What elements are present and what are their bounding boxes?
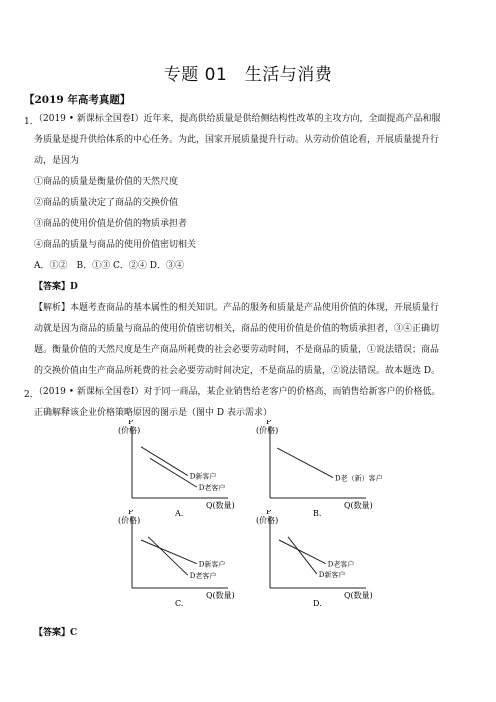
chart-c-svg bbox=[110, 510, 250, 610]
y-axis-label: P bbox=[266, 510, 272, 516]
q1-option-4: ④商品的质量与商品的使用价值密切相关 bbox=[34, 240, 197, 250]
q1-option-3: ③商品的使用价值是价值的物质承担者 bbox=[34, 219, 188, 229]
demand-curve-label: D老客户 bbox=[189, 572, 217, 581]
demand-curve-1 bbox=[279, 540, 326, 564]
y-axis-label: P bbox=[128, 510, 134, 516]
chart-caption: A. bbox=[175, 509, 184, 518]
demand-curve-label: D新客户 bbox=[189, 472, 217, 481]
q2-number: 2． bbox=[24, 390, 39, 400]
x-axis-label: Q(数量) bbox=[344, 591, 373, 600]
demand-curve-1 bbox=[141, 540, 197, 564]
section-heading: 【2019 年高考真题】 bbox=[24, 94, 131, 106]
q2-stem-line1: （2019 • 新课标全国卷Ⅰ）对于同一商品，某企业销售给老客户的价格高，而销售给新客户的价格低。 bbox=[34, 387, 441, 397]
y-axis-label-sub: (价格) bbox=[256, 426, 279, 435]
q1-analysis-line4: 的交换价值由生产商品所耗费的社会必要劳动时间决定，不是商品的质量，②说法错误。故本题选 D。 bbox=[34, 366, 441, 376]
page-title: 专题 01 生活与消费 bbox=[163, 65, 333, 85]
chart-caption: C. bbox=[175, 599, 184, 608]
demand-curve-label: D新客户 bbox=[198, 560, 226, 569]
demand-curve-2 bbox=[288, 537, 317, 574]
demand-curve-label: D老（新）客户 bbox=[335, 474, 383, 483]
y-axis-label: P bbox=[266, 420, 272, 426]
x-axis-label: Q(数量) bbox=[206, 501, 235, 510]
x-axis-label: Q(数量) bbox=[344, 501, 373, 510]
q1-analysis-line3: 题。衡量价值的天然尺度是生产商品所耗费的社会必要劳动时间，不是商品的质量，①说法错误；商品 bbox=[34, 345, 440, 355]
y-axis-label-sub: (价格) bbox=[118, 426, 141, 435]
chart-a-svg bbox=[110, 420, 250, 520]
q1-option-1: ①商品的质量是衡量价值的天然尺度 bbox=[34, 177, 179, 187]
chart-a bbox=[110, 420, 250, 520]
q1-stem-line3: 动，是因为 bbox=[34, 156, 80, 166]
y-axis-label: P bbox=[128, 420, 134, 426]
y-axis-label-sub: (价格) bbox=[256, 516, 279, 525]
demand-curve-label: D老客户 bbox=[327, 560, 355, 569]
demand-curve-1 bbox=[141, 447, 188, 476]
q1-choices: A．①② B．①③ C．②④ D．③④ bbox=[34, 261, 184, 271]
chart-d bbox=[248, 510, 388, 610]
q1-option-2: ②商品的质量决定了商品的交换价值 bbox=[34, 198, 179, 208]
q1-number: 1． bbox=[24, 117, 39, 127]
q1-analysis-line2: 动就是因为商品的质量与商品的使用价值密切相关，商品的使用价值是价值的物质承担者，③④正确切 bbox=[34, 324, 440, 334]
chart-caption: B. bbox=[313, 509, 322, 518]
y-axis-label-sub: (价格) bbox=[118, 516, 141, 525]
q2-stem-line2: 正确解释该企业价格策略原因的图示是（图中 D 表示需求） bbox=[34, 408, 272, 418]
demand-curve-label: D老客户 bbox=[198, 484, 226, 493]
q1-stem-line2: 务质量是提升供给体系的中心任务。为此，国家开展质量提升行动。从劳动价值论看，开展质量提升行 bbox=[34, 135, 440, 145]
chart-b-svg bbox=[248, 420, 388, 520]
chart-b bbox=[248, 420, 388, 520]
chart-c bbox=[110, 510, 250, 610]
q1-analysis-line1: 【解析】本题考查商品的基本属性的相关知识。产品的服务和质量是产品使用价值的体现，开展质量行 bbox=[34, 303, 440, 313]
q1-answer: 【答案】D bbox=[34, 282, 78, 292]
demand-curve-1 bbox=[277, 448, 333, 477]
chart-caption: D. bbox=[313, 599, 322, 608]
q2-answer: 【答案】C bbox=[34, 628, 78, 638]
demand-curve-2 bbox=[148, 537, 188, 575]
demand-curve-label: D新客户 bbox=[318, 570, 346, 579]
q1-stem-line1: （2019 • 新课标全国卷Ⅰ）近年来，提高供给质量是供给侧结构性改革的主攻方向，全面提高产品和服 bbox=[34, 114, 441, 124]
x-axis-label: Q(数量) bbox=[206, 591, 235, 600]
chart-d-svg bbox=[248, 510, 388, 610]
